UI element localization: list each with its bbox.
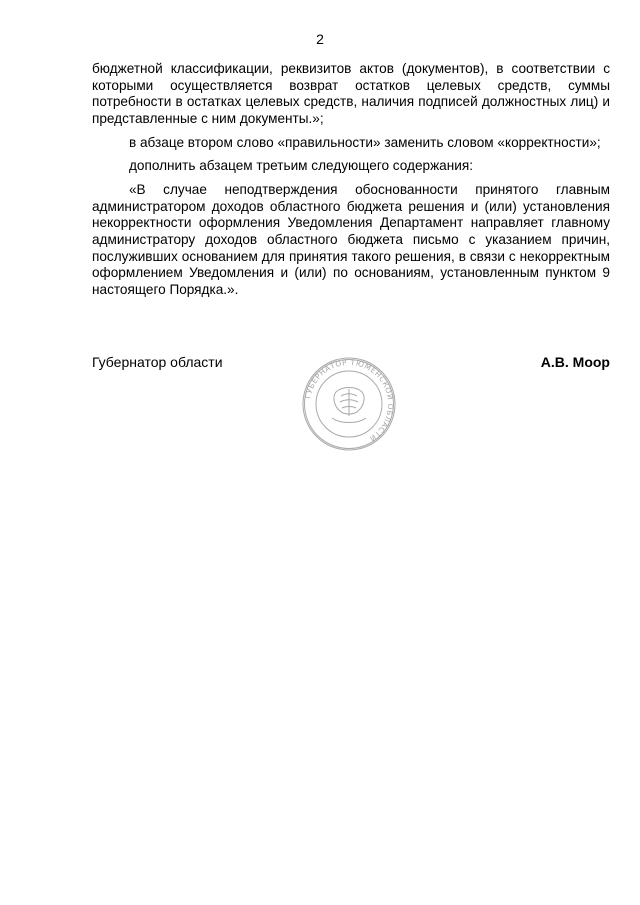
document-body bbox=[92, 61, 610, 305]
signatory-title: Губернатор области bbox=[92, 354, 223, 370]
paragraph-quoted-text: «В случае неподтверждения обоснованности принятого главным администратором доходов областного бюджета решения и (или) установления некорректности оформления Уведомления Департамент направляет главному администратору доходов областного бюджета письмо с указанием причин, послуживших основанием для принятия такого решения, в связи с некорректным оформлением Уведомления и (или) по основаниям, установленным пунктом 9 настоящего Порядка.». bbox=[92, 182, 610, 297]
paragraph-amendment-add: дополнить абзацем третьим следующего содержания: bbox=[129, 158, 473, 174]
paragraph-amendment-word: в абзаце втором слово «правильности» заменить словом «корректности»; bbox=[129, 134, 601, 150]
signatory-name: А.В. Моор bbox=[540, 354, 610, 370]
paragraph-continuation: бюджетной классификации, реквизитов актов (документов), в соответствии с которыми осуществляется возврат остатков целевых средств, суммы потребности в остатках целевых средств, наличия подписей должностных лиц) и представленные с ним документы.»; bbox=[92, 61, 610, 126]
page-number: 2 bbox=[316, 31, 324, 47]
official-seal-stamp bbox=[296, 356, 402, 452]
seal-ring-text: ГУБЕРНАТОР ТЮМЕНСКОЙ ОБЛАСТИ bbox=[303, 357, 396, 444]
